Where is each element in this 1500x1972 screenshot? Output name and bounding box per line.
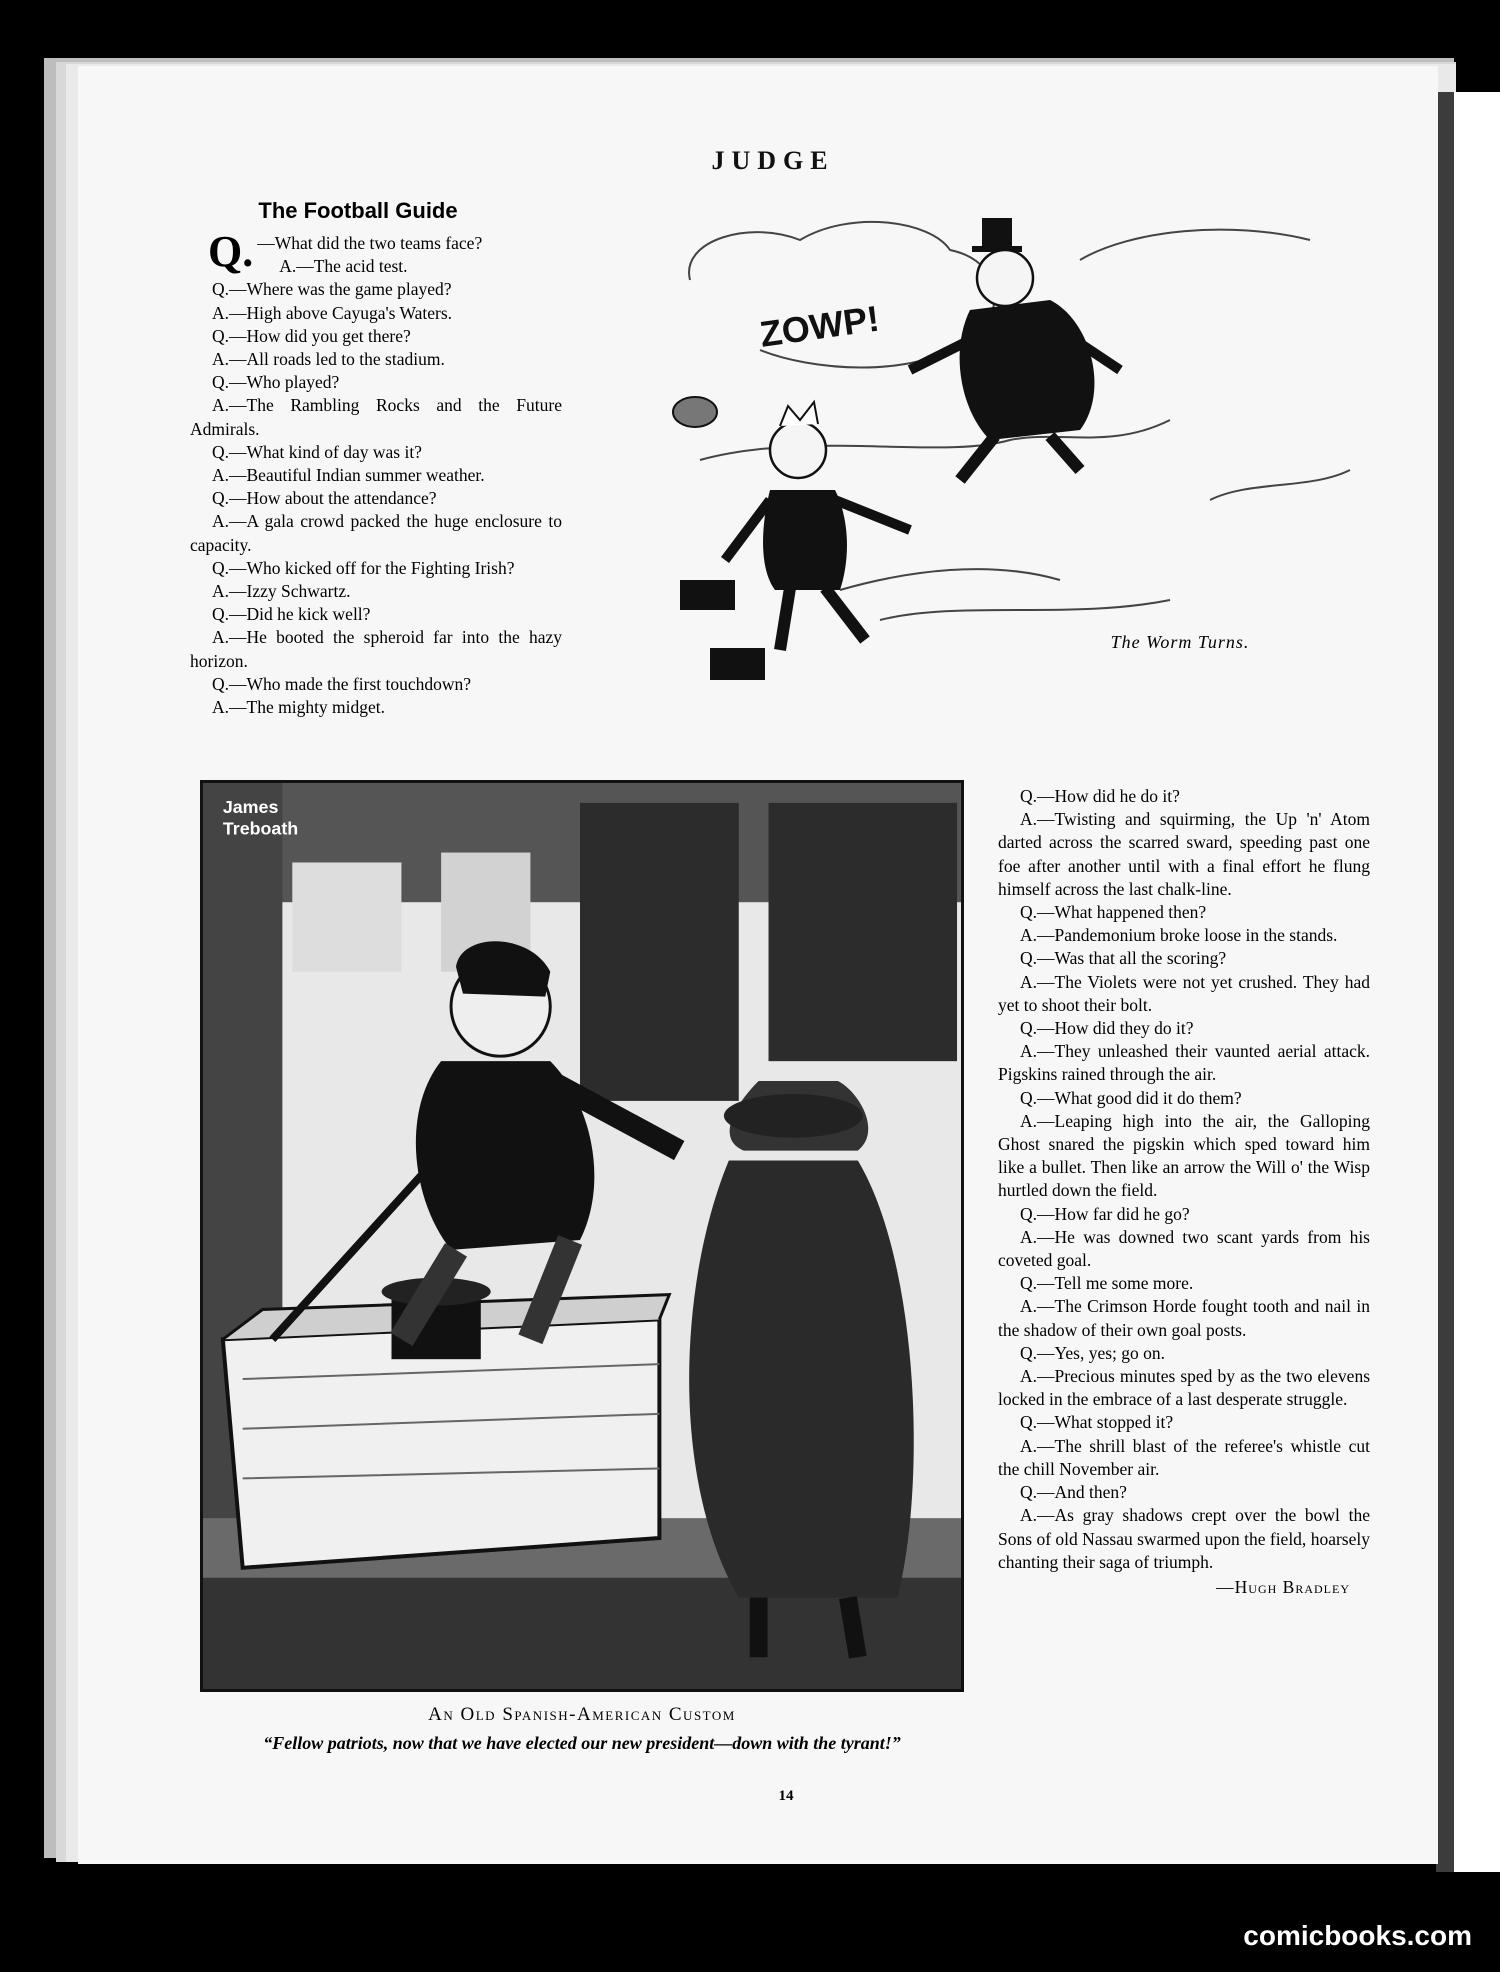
article-paragraph: A.—They unleashed their vaunted aerial attack. Pigskins rained through the air.	[998, 1041, 1370, 1085]
article-paragraph: Q.—How did they do it?	[1020, 1018, 1194, 1039]
article-paragraph: A.—Precious minutes sped by as the two elevens locked in the embrace of a last desperate struggle.	[998, 1366, 1370, 1410]
binding-shadow	[1436, 92, 1454, 1872]
article-paragraph: A.—Izzy Schwartz.	[212, 581, 351, 602]
article-paragraph: Q.—Who made the first touchdown?	[212, 673, 472, 694]
article-column-right	[998, 785, 1370, 1599]
article-title: The Football Guide	[258, 198, 458, 223]
article-paragraph: A.—The mighty midget.	[212, 697, 386, 718]
article-paragraph: A.—As gray shadows crept over the bowl the Sons of old Nassau swarmed upon the field, hoarsely chanting their saga of triumph.	[998, 1505, 1370, 1572]
article-paragraph: Q.—How about the attendance?	[212, 488, 437, 509]
page-number: 14	[778, 1788, 794, 1804]
article-paragraph: Q.—How did he do it?	[1020, 786, 1180, 806]
article-paragraph: Q.—Did he kick well?	[212, 604, 371, 625]
article-paragraph: A.—The Violets were not yet crushed. They had yet to shoot their bolt.	[998, 971, 1370, 1015]
article-paragraph: Q.—Who played?	[212, 372, 340, 393]
article-paragraph: A.—He booted the spheroid far into the hazy horizon.	[190, 627, 562, 671]
artist-signature: James	[222, 796, 279, 817]
article-paragraph: A.—A gala crowd packed the huge enclosure to capacity.	[190, 511, 562, 555]
article-paragraph: A.—The shrill blast of the referee's whistle cut the chill November air.	[998, 1435, 1370, 1479]
cartoon-worm-turns	[610, 200, 1380, 700]
cartoon-caption-quote: “Fellow patriots, now that we have elected our new president—down with the tyrant!”	[263, 1733, 901, 1753]
artist-signature: Treboath	[222, 818, 299, 839]
article-paragraph: Q.—How far did he go?	[1020, 1203, 1190, 1224]
article-paragraph: Q.—How did you get there?	[212, 325, 411, 346]
article-paragraph: Q.—Tell me some more.	[1020, 1273, 1194, 1294]
article-paragraph: A.—The acid test.	[279, 256, 408, 277]
sound-effect-text: ZOWP!	[757, 297, 882, 355]
article-paragraph: A.—Pandemonium broke loose in the stands.	[1020, 925, 1338, 946]
article-paragraph: Q.—What stopped it?	[1020, 1412, 1174, 1433]
watermark: comicbooks.com	[1243, 1920, 1472, 1951]
article-paragraph: A.—The Rambling Rocks and the Future Admirals.	[190, 395, 562, 439]
article-paragraph: A.—All roads led to the stadium.	[212, 349, 445, 370]
article-paragraph: A.—High above Cayuga's Waters.	[212, 302, 453, 323]
article-paragraph: A.—The Crimson Horde fought tooth and nail in the shadow of their own goal posts.	[998, 1296, 1370, 1340]
article-paragraph: Q.—Who kicked off for the Fighting Irish?	[212, 557, 515, 578]
cartoon-caption: The Worm Turns.	[1110, 632, 1250, 652]
byline: —Hugh Bradley	[1216, 1576, 1350, 1597]
article-paragraph: A.—Beautiful Indian summer weather.	[212, 465, 485, 486]
drop-cap: Q.	[208, 227, 254, 276]
article-column-left	[190, 227, 562, 719]
facing-page-edge	[1454, 92, 1500, 1872]
cartoon-caption-title: An Old Spanish-American Custom	[428, 1704, 736, 1725]
article-paragraph: Q.—What good did it do them?	[1020, 1087, 1242, 1108]
article-first-question: —What did the two teams face?	[257, 233, 483, 253]
article-paragraph: Q.—Was that all the scoring?	[1020, 948, 1227, 969]
running-head: JUDGE	[711, 146, 835, 175]
article-paragraph: A.—Twisting and squirming, the Up 'n' Atom darted across the scarred sward, speeding past one foe after another until with a final effort he flung himself across the last chalk-line.	[998, 809, 1370, 899]
article-paragraph: Q.—Where was the game played?	[212, 279, 452, 300]
article-paragraph: Q.—What happened then?	[1020, 902, 1207, 923]
cartoon-spanish-american-custom	[200, 780, 964, 1692]
article-paragraph: Q.—Yes, yes; go on.	[1020, 1342, 1166, 1363]
article-paragraph: A.—Leaping high into the air, the Galloping Ghost snared the pigskin which sped toward him like a bullet. Then like an arrow the Will o' the Wisp hurtled down the field.	[998, 1110, 1370, 1201]
article-paragraph: Q.—And then?	[1020, 1482, 1127, 1503]
article-paragraph: A.—He was downed two scant yards from his coveted goal.	[998, 1226, 1370, 1271]
article-paragraph: Q.—What kind of day was it?	[212, 441, 422, 462]
